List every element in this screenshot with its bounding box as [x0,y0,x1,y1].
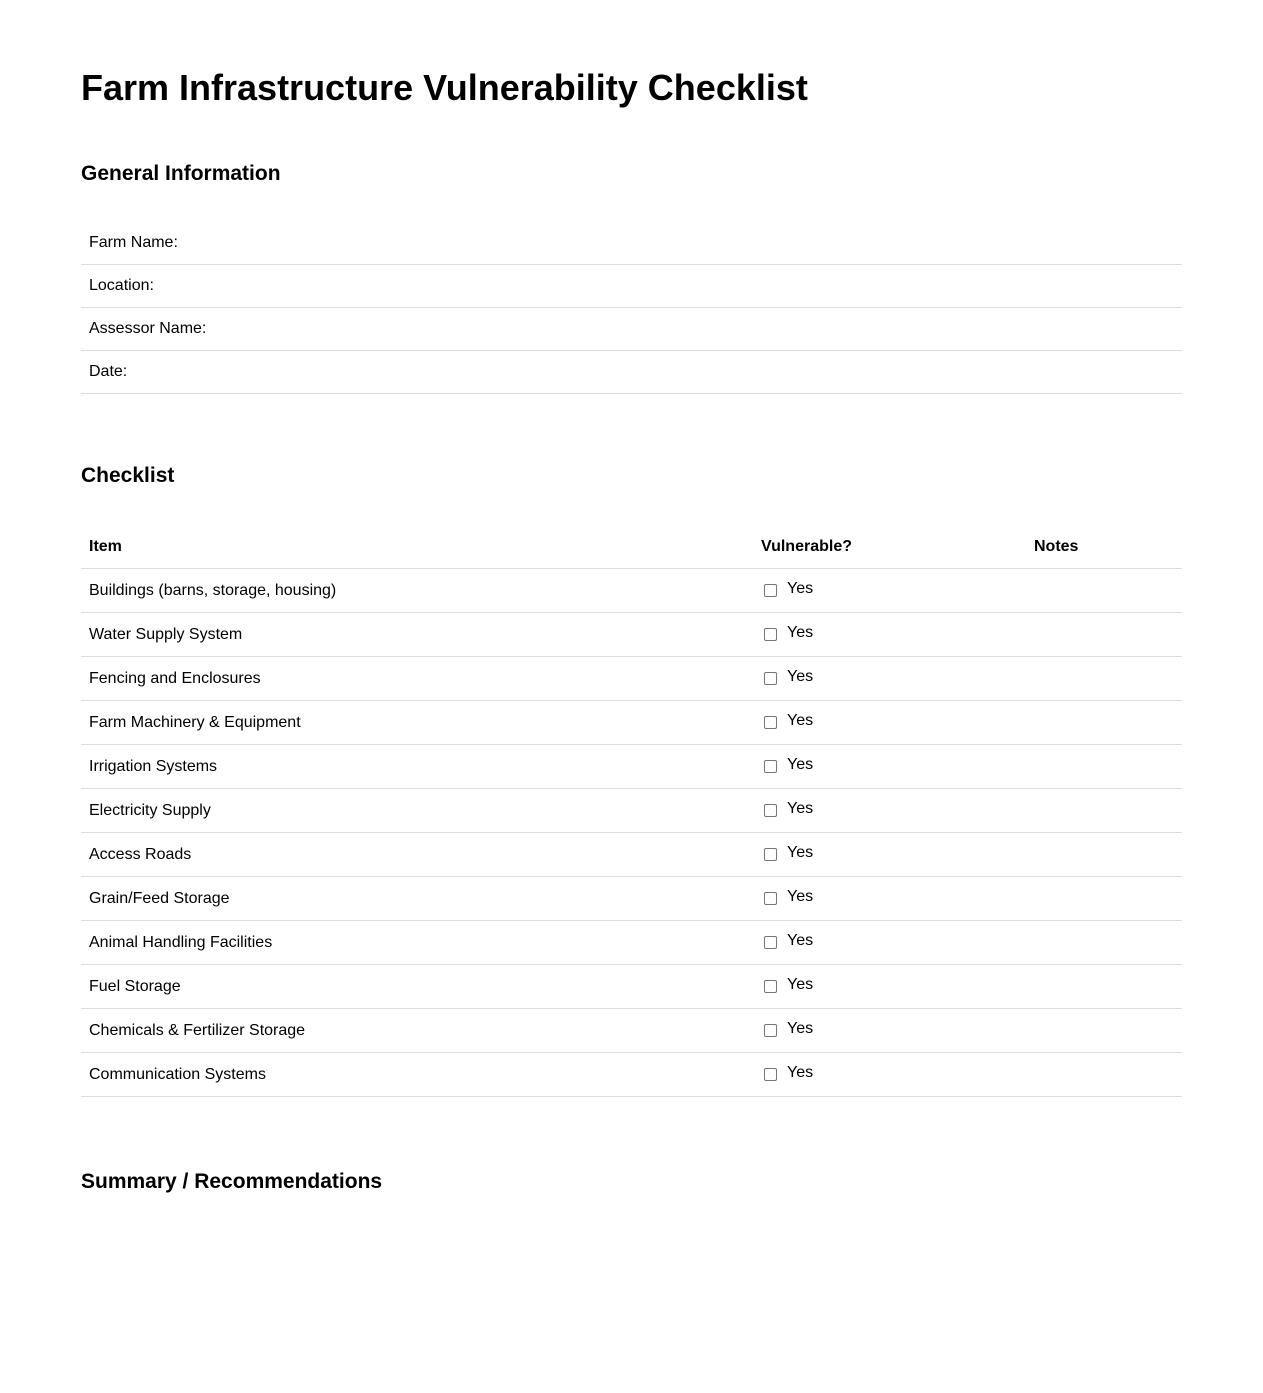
table-row [81,1053,1182,1097]
vulnerable-option-text: Yes [787,624,814,642]
column-header-notes: Notes [1026,525,1182,569]
column-header-vulnerable: Vulnerable? [753,525,1026,569]
vulnerable-option-text: Yes [787,580,814,598]
farm-name-field[interactable] [81,222,1182,265]
vulnerable-option-text: Yes [787,756,814,774]
notes-cell[interactable] [1026,613,1182,657]
item-cell: Communication Systems [81,1053,753,1097]
table-row [81,745,1182,789]
vulnerable-checkbox[interactable] [764,1068,777,1081]
vulnerable-checkbox[interactable] [764,936,777,949]
date-field[interactable] [81,351,1182,394]
vulnerable-checkbox-label[interactable] [761,932,813,950]
item-cell: Farm Machinery & Equipment [81,701,753,745]
notes-cell[interactable] [1026,657,1182,701]
item-cell: Water Supply System [81,613,753,657]
table-row [81,613,1182,657]
vulnerable-cell [753,921,1026,965]
table-row [81,701,1182,745]
vulnerable-checkbox[interactable] [764,584,777,597]
table-row [81,833,1182,877]
info-row-location [81,265,1182,308]
vulnerable-cell [753,833,1026,877]
vulnerable-checkbox[interactable] [764,716,777,729]
info-row-date [81,351,1182,394]
checklist-heading: Checklist [81,464,175,487]
notes-cell[interactable] [1026,1009,1182,1053]
column-header-item: Item [81,525,753,569]
item-cell: Fuel Storage [81,965,753,1009]
vulnerable-checkbox-label[interactable] [761,800,813,818]
vulnerable-option-text: Yes [787,932,814,950]
vulnerable-option-text: Yes [787,1020,814,1038]
table-row [81,789,1182,833]
item-cell: Access Roads [81,833,753,877]
vulnerable-option-text: Yes [787,1064,814,1082]
location-field[interactable] [81,265,1182,308]
assessor-name-field[interactable] [81,308,1182,351]
vulnerable-checkbox-label[interactable] [761,844,813,862]
vulnerable-checkbox[interactable] [764,1024,777,1037]
date-label: Date: [89,363,128,380]
page-title: Farm Infrastructure Vulnerability Checklist [81,67,808,108]
checklist-table [81,525,1182,1097]
vulnerable-option-text: Yes [787,844,814,862]
notes-cell[interactable] [1026,569,1182,613]
notes-cell[interactable] [1026,1053,1182,1097]
vulnerable-cell [753,877,1026,921]
vulnerable-option-text: Yes [787,668,814,686]
vulnerable-option-text: Yes [787,800,814,818]
item-cell: Irrigation Systems [81,745,753,789]
item-cell: Grain/Feed Storage [81,877,753,921]
checklist-header-row [81,525,1182,569]
vulnerable-cell [753,569,1026,613]
info-row-assessor-name [81,308,1182,351]
info-row-farm-name [81,222,1182,265]
notes-cell[interactable] [1026,701,1182,745]
vulnerable-checkbox-label[interactable] [761,580,813,598]
table-row [81,921,1182,965]
vulnerable-cell [753,613,1026,657]
table-row [81,1009,1182,1053]
item-cell: Chemicals & Fertilizer Storage [81,1009,753,1053]
vulnerable-cell [753,1053,1026,1097]
vulnerable-cell [753,1009,1026,1053]
vulnerable-checkbox[interactable] [764,760,777,773]
vulnerable-checkbox-label[interactable] [761,1020,813,1038]
vulnerable-cell [753,789,1026,833]
vulnerable-checkbox-label[interactable] [761,888,813,906]
vulnerable-checkbox[interactable] [764,980,777,993]
item-cell: Electricity Supply [81,789,753,833]
vulnerable-checkbox-label[interactable] [761,1064,813,1082]
vulnerable-checkbox[interactable] [764,892,777,905]
vulnerable-cell [753,965,1026,1009]
item-cell: Fencing and Enclosures [81,657,753,701]
assessor-name-label: Assessor Name: [89,320,207,337]
table-row [81,877,1182,921]
notes-cell[interactable] [1026,833,1182,877]
vulnerable-cell [753,657,1026,701]
vulnerable-cell [753,745,1026,789]
farm-name-label: Farm Name: [89,234,178,251]
vulnerable-checkbox[interactable] [764,848,777,861]
table-row [81,965,1182,1009]
vulnerable-checkbox-label[interactable] [761,756,813,774]
vulnerable-checkbox-label[interactable] [761,976,813,994]
vulnerable-checkbox[interactable] [764,672,777,685]
vulnerable-checkbox[interactable] [764,628,777,641]
vulnerable-checkbox-label[interactable] [761,624,813,642]
vulnerable-checkbox-label[interactable] [761,712,813,730]
notes-cell[interactable] [1026,965,1182,1009]
general-information-table [81,222,1182,394]
location-label: Location: [89,277,154,294]
notes-cell[interactable] [1026,745,1182,789]
item-cell: Buildings (barns, storage, housing) [81,569,753,613]
item-cell: Animal Handling Facilities [81,921,753,965]
table-row [81,569,1182,613]
vulnerable-option-text: Yes [787,712,814,730]
notes-cell[interactable] [1026,921,1182,965]
vulnerable-checkbox[interactable] [764,804,777,817]
notes-cell[interactable] [1026,789,1182,833]
vulnerable-checkbox-label[interactable] [761,668,813,686]
summary-recommendations-heading: Summary / Recommendations [81,1170,383,1193]
vulnerable-option-text: Yes [787,976,814,994]
notes-cell[interactable] [1026,877,1182,921]
vulnerable-option-text: Yes [787,888,814,906]
table-row [81,657,1182,701]
vulnerable-cell [753,701,1026,745]
general-information-heading: General Information [81,162,281,185]
